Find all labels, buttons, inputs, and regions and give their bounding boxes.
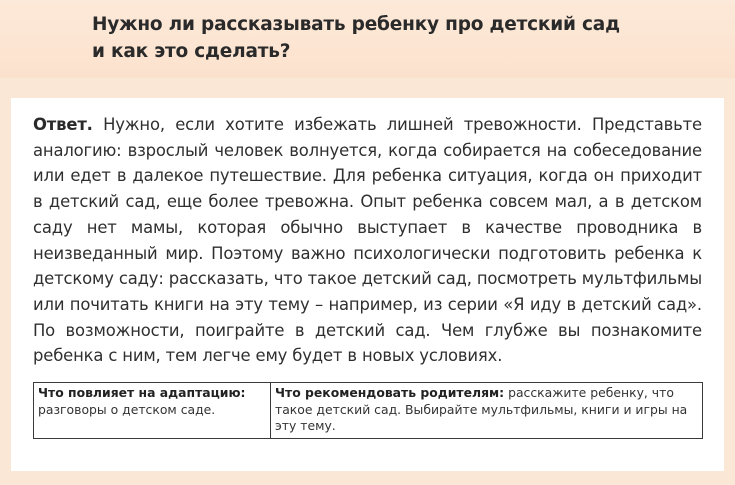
recommendation-heading: Что рекомендовать родителям: <box>275 385 505 400</box>
question-line-2: и как это сделать? <box>92 41 291 62</box>
table-row <box>34 383 703 439</box>
answer-card <box>11 98 724 471</box>
question-title <box>92 11 652 65</box>
answer-paragraph <box>33 112 702 369</box>
answer-text: Нужно, если хотите избежать лишней тревожности. Представьте аналогию: взрослый человек волнуется, когда собирается на собеседование или едет в далекое путешествие. Для ребенка ситуация, когда он приходит в детский сад, еще более тревожна. Опыт ребенка совсем мал, а в детском саду нет мамы, которая обычно выступает в качестве проводника в неизведанный мир. Поэтому важно психологически подготовить ребенка к детскому саду: рассказать, что такое детский сад, посмотреть мультфильмы или почитать книги на эту тему – например, из серии «Я иду в детский сад». По возможности, поиграйте в детский сад. Чем глубже вы познакомите ребенка с ним, тем легче ему будет в новых условиях. <box>33 115 702 366</box>
adaptation-text: разговоры о детском саде. <box>38 401 216 417</box>
recommendation-cell <box>271 383 703 439</box>
question-header <box>0 0 735 78</box>
adaptation-heading: Что повлияет на адаптацию: <box>38 385 246 400</box>
adaptation-cell <box>34 383 271 439</box>
recommendation-text: расскажите ребенку, что такое детский сад. Выбирайте мультфильмы, книги и игры на эту тему. <box>275 385 688 434</box>
advice-table <box>33 382 703 439</box>
question-line-1: Нужно ли рассказывать ребенку про детский сад <box>92 14 620 35</box>
answer-lead: Ответ. <box>33 115 93 134</box>
